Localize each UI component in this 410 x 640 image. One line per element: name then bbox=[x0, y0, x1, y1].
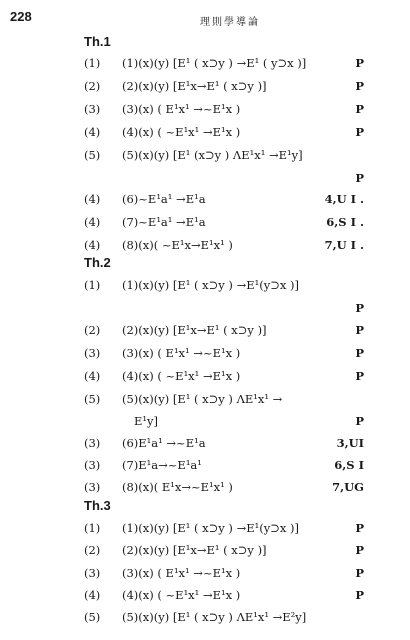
formula: (1)(x)(y) [E¹ ( x⊃y ) →E¹(y⊃x )] bbox=[122, 521, 299, 535]
formula: (5)(x)(y) [E¹ (x⊃y ) ΛE¹x¹ →E¹y] bbox=[122, 148, 303, 162]
line-dependency: (1) bbox=[84, 521, 101, 535]
justification: 6,S I bbox=[334, 458, 364, 472]
proof-line bbox=[0, 102, 410, 122]
formula: (4)(x) ( ~E¹x¹ →E¹x ) bbox=[122, 588, 241, 602]
proof-line bbox=[0, 566, 410, 586]
justification: P bbox=[355, 102, 364, 116]
running-title: 理則學導論 bbox=[200, 17, 260, 28]
line-dependency: (1) bbox=[84, 278, 101, 292]
formula: (6)E¹a¹ →~E¹a bbox=[122, 436, 206, 450]
line-dependency: (3) bbox=[84, 480, 101, 494]
line-dependency: (3) bbox=[84, 436, 101, 450]
justification: P bbox=[355, 369, 364, 383]
proof-line bbox=[0, 238, 410, 258]
theorem-heading: Th.1 bbox=[84, 34, 111, 49]
proof-line bbox=[0, 301, 410, 321]
formula: (2)(x)(y) [E¹x→E¹ ( x⊃y )] bbox=[122, 543, 267, 557]
formula: (2)(x)(y) [E¹x→E¹ ( x⊃y )] bbox=[122, 323, 267, 337]
line-dependency: (5) bbox=[84, 392, 101, 406]
proof-line bbox=[0, 480, 410, 500]
formula: (7)~E¹a¹ →E¹a bbox=[122, 215, 206, 229]
proof-line bbox=[0, 436, 410, 456]
justification: 7,UG bbox=[332, 480, 364, 494]
formula: (3)(x) ( E¹x¹ →~E¹x ) bbox=[122, 102, 241, 116]
justification: P bbox=[355, 346, 364, 360]
formula: (8)(x)( E¹x→~E¹x¹ ) bbox=[122, 480, 233, 494]
formula: (3)(x) ( E¹x¹ →~E¹x ) bbox=[122, 346, 241, 360]
line-dependency: (4) bbox=[84, 192, 101, 206]
line-dependency: (4) bbox=[84, 369, 101, 383]
justification: 4,U I . bbox=[324, 192, 364, 206]
theorem-heading: Th.3 bbox=[84, 498, 111, 513]
justification: P bbox=[355, 588, 364, 602]
proof-line bbox=[0, 125, 410, 145]
line-dependency: (2) bbox=[84, 79, 101, 93]
formula: (7)E¹a→~E¹a¹ bbox=[122, 458, 202, 472]
proof-line bbox=[0, 56, 410, 76]
proof-line bbox=[0, 414, 410, 434]
formula: (6)~E¹a¹ →E¹a bbox=[122, 192, 206, 206]
proof-line bbox=[0, 323, 410, 343]
proof-line bbox=[0, 610, 410, 630]
line-dependency: (4) bbox=[84, 215, 101, 229]
line-dependency: (5) bbox=[84, 148, 101, 162]
formula: (2)(x)(y) [E¹x→E¹ ( x⊃y )] bbox=[122, 79, 267, 93]
proof-line bbox=[0, 458, 410, 478]
justification: P bbox=[355, 125, 364, 139]
formula: (5)(x)(y) [E¹ ( x⊃y ) ΛE¹x¹ →E²y] bbox=[122, 610, 307, 624]
proof-line bbox=[0, 79, 410, 99]
justification: P bbox=[355, 56, 364, 70]
formula: (4)(x) ( ~E¹x¹ →E¹x ) bbox=[122, 369, 241, 383]
proof-line bbox=[0, 171, 410, 191]
proof-line bbox=[0, 521, 410, 541]
justification: P bbox=[355, 521, 364, 535]
line-dependency: (4) bbox=[84, 125, 101, 139]
theorem-heading: Th.2 bbox=[84, 255, 111, 270]
page-number: 228 bbox=[10, 9, 32, 24]
formula: (4)(x) ( ~E¹x¹ →E¹x ) bbox=[122, 125, 241, 139]
line-dependency: (5) bbox=[84, 610, 101, 624]
justification: P bbox=[355, 414, 364, 428]
line-dependency: (2) bbox=[84, 543, 101, 557]
formula: (8)(x)( ~E¹x→E¹x¹ ) bbox=[122, 238, 233, 252]
justification: 7,U I . bbox=[324, 238, 364, 252]
justification: P bbox=[355, 543, 364, 557]
proof-line bbox=[0, 588, 410, 608]
proof-line bbox=[0, 392, 410, 412]
formula: (5)(x)(y) [E¹ ( x⊃y ) ΛE¹x¹ → bbox=[122, 392, 283, 406]
proof-line bbox=[0, 369, 410, 389]
justification: P bbox=[355, 566, 364, 580]
line-dependency: (3) bbox=[84, 346, 101, 360]
line-dependency: (3) bbox=[84, 102, 101, 116]
formula: (1)(x)(y) [E¹ ( x⊃y ) →E¹ ( y⊃x )] bbox=[122, 56, 307, 70]
proof-line bbox=[0, 215, 410, 235]
line-dependency: (1) bbox=[84, 56, 101, 70]
justification: P bbox=[355, 79, 364, 93]
line-dependency: (4) bbox=[84, 588, 101, 602]
formula: (1)(x)(y) [E¹ ( x⊃y ) →E¹(y⊃x )] bbox=[122, 278, 299, 292]
formula: (3)(x) ( E¹x¹ →~E¹x ) bbox=[122, 566, 241, 580]
proof-line bbox=[0, 543, 410, 563]
justification: P bbox=[355, 171, 364, 185]
proof-line bbox=[0, 278, 410, 298]
proof-line bbox=[0, 148, 410, 168]
proof-line bbox=[0, 192, 410, 212]
line-dependency: (3) bbox=[84, 458, 101, 472]
justification: P bbox=[355, 301, 364, 315]
justification: 6,S I . bbox=[326, 215, 364, 229]
justification: 3,UI bbox=[336, 436, 364, 450]
formula: E¹y] bbox=[134, 414, 158, 428]
proof-line bbox=[0, 346, 410, 366]
line-dependency: (4) bbox=[84, 238, 101, 252]
justification: P bbox=[355, 323, 364, 337]
line-dependency: (2) bbox=[84, 323, 101, 337]
line-dependency: (3) bbox=[84, 566, 101, 580]
